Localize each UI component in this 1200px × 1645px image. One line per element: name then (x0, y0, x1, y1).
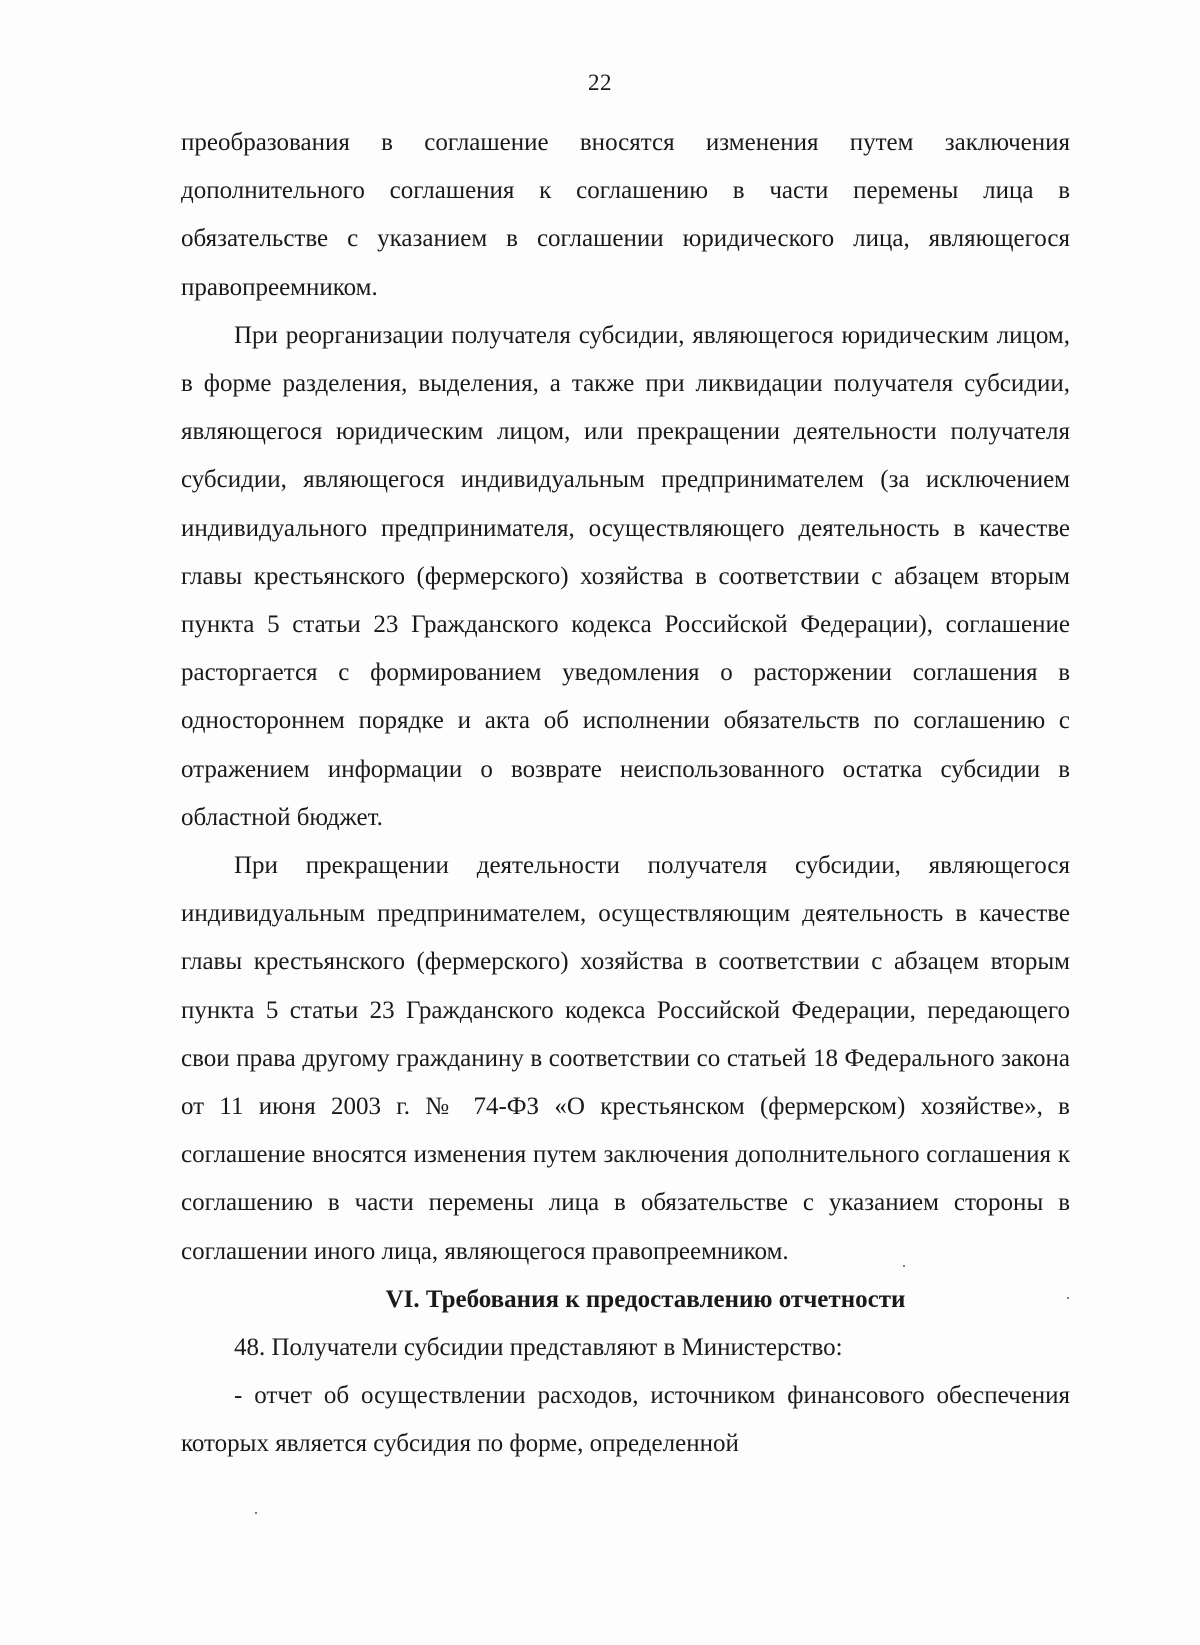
scan-speck (1067, 1297, 1069, 1299)
scan-speck (903, 1265, 905, 1267)
page-number: 22 (588, 70, 612, 95)
section-heading: VI. Требования к предоставлению отчетности (385, 1285, 906, 1313)
item-48: 48. Получатели субсидии представляют в Министерство: (234, 1334, 843, 1362)
paragraph-termination: При прекращении деятельности получателя субсидии, являющегося индивидуальным предпринимателем, осуществляющим деятельность в качестве главы крестьянского (фермерского) хозяйства в соответствии с абзацем вторым пункта 5 статьи 23 Гражданского кодекса Российской Федерации, передающего свои права другому гражданину в соответствии со статьей 18 Федерального закона от 11 июня 2003 г. № 74-ФЗ «О крестьянском (фермерском) хозяйстве», в соглашение вносятся изменения путем заключения дополнительного соглашения к соглашению в части перемены лица в обязательстве с указанием стороны в соглашении иного лица, являющегося правопреемником. (181, 852, 1070, 1265)
document-body (181, 119, 1070, 1469)
paragraph-reorganization: При реорганизации получателя субсидии, являющегося юридическим лицом, в форме разделения, выделения, а также при ликвидации получателя субсидии, являющегося юридическим лицом, или прекращении деятельности получателя субсидии, являющегося индивидуальным предпринимателем (за исключением индивидуального предпринимателя, осуществляющего деятельность в качестве главы крестьянского (фермерского) хозяйства в соответствии с абзацем вторым пункта 5 статьи 23 Гражданского кодекса Российской Федерации), соглашение расторгается с формированием уведомления о расторжении соглашения в одностороннем порядке и акта об исполнении обязательств по соглашению с отражением информации о возврате неиспользованного остатка субсидии в областной бюджет. (181, 321, 1070, 831)
scan-speck (255, 1512, 257, 1514)
paragraph-continuation: преобразования в соглашение вносятся изменения путем заключения дополнительного соглашения к соглашению в части перемены лица в обязательстве с указанием в соглашении юридического лица, являющегося правопреемником. (181, 129, 1070, 301)
bullet-report: - отчет об осуществлении расходов, источником финансового обеспечения которых является субсидия по форме, определенной (181, 1382, 1070, 1458)
